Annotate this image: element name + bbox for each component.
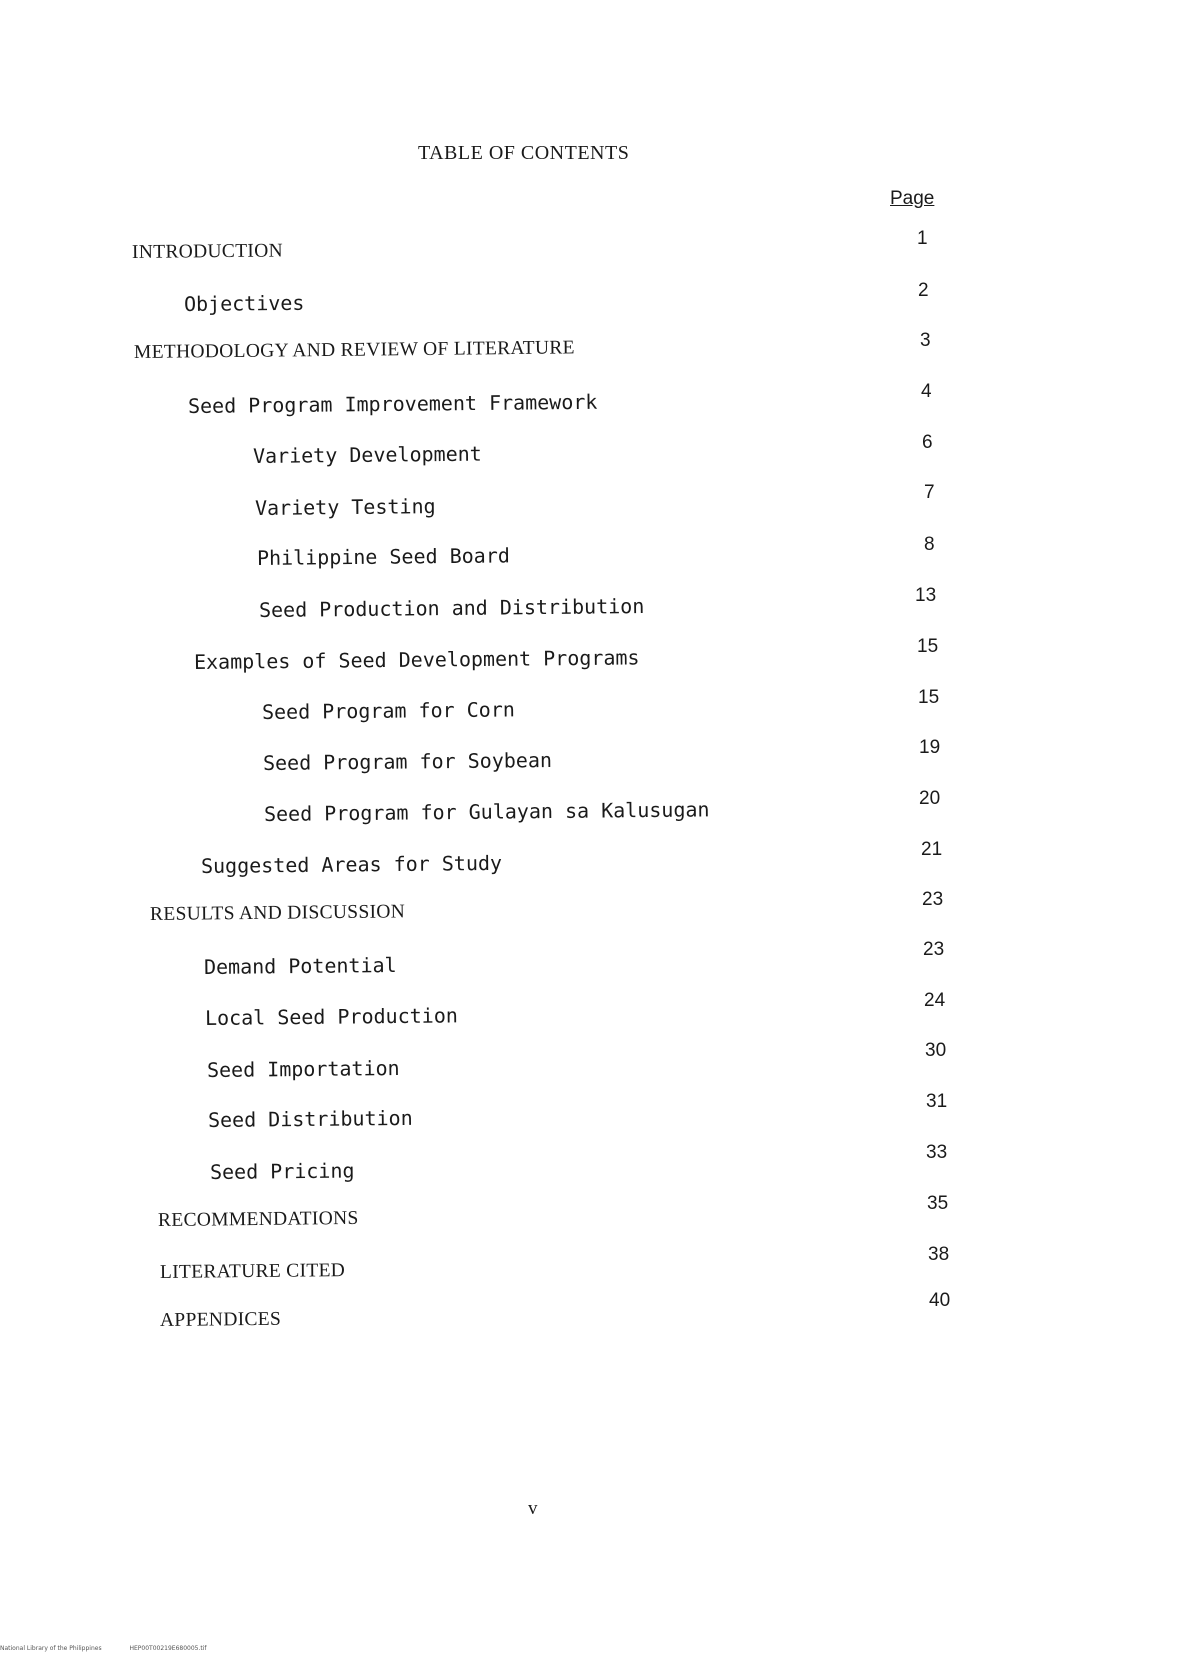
- toc-entry-label: Variety Testing: [254, 494, 436, 520]
- toc-entry-label: Examples of Seed Development Programs: [193, 645, 640, 674]
- toc-entry-label: Seed Production and Distribution: [258, 593, 645, 622]
- toc-entry-page: 21: [921, 839, 943, 860]
- toc-entry-page: 24: [924, 990, 946, 1011]
- toc-entry-page: 13: [915, 585, 937, 606]
- roman-page-number: v: [528, 1498, 538, 1519]
- toc-entry-label: Seed Program Improvement Framework: [187, 389, 598, 418]
- toc-entry-page: 38: [928, 1244, 950, 1265]
- toc-entry-label: INTRODUCTION: [131, 240, 284, 263]
- document-title: TABLE OF CONTENTS: [418, 142, 630, 164]
- toc-entry-label: Objectives: [183, 290, 305, 316]
- toc-entry-label: RESULTS AND DISCUSSION: [149, 901, 406, 925]
- toc-entry-page: 40: [929, 1290, 951, 1311]
- toc-entry-page: 8: [924, 534, 935, 555]
- toc-entry-label: Seed Pricing: [209, 1158, 355, 1184]
- toc-entry-label: Seed Importation: [206, 1055, 400, 1082]
- toc-entry-label: Philippine Seed Board: [256, 543, 510, 570]
- toc-entry-page: 31: [926, 1091, 948, 1112]
- toc-entry-page: 19: [919, 737, 941, 758]
- toc-entry-label: APPENDICES: [159, 1308, 282, 1331]
- toc-entry-page: 4: [921, 381, 932, 402]
- toc-entry-label: Seed Program for Corn: [261, 697, 515, 724]
- toc-entry-page: 33: [926, 1142, 948, 1163]
- toc-entry-label: Variety Development: [252, 441, 482, 468]
- toc-entry-page: 6: [922, 432, 933, 453]
- toc-entry-label: LITERATURE CITED: [159, 1260, 346, 1283]
- toc-entry-page: 20: [919, 788, 941, 809]
- toc-entry-page: 23: [922, 889, 944, 910]
- toc-entry-label: Seed Program for Gulayan sa Kalusugan: [263, 797, 710, 826]
- footer-file: HEP00T00219E680005.tif: [129, 1645, 207, 1652]
- toc-entry-label: Suggested Areas for Study: [200, 850, 503, 878]
- toc-entry-label: Demand Potential: [203, 952, 397, 979]
- toc-entry-label: RECOMMENDATIONS: [157, 1207, 359, 1231]
- toc-entry-page: 3: [920, 330, 931, 351]
- toc-entry-label: Seed Program for Soybean: [262, 747, 553, 775]
- toc-entry-page: 7: [924, 482, 935, 503]
- toc-entry-label: METHODOLOGY AND REVIEW OF LITERATURE: [133, 337, 575, 363]
- toc-entry-page: 2: [918, 280, 929, 301]
- page-column-header: Page: [890, 188, 935, 209]
- toc-entry-page: 30: [925, 1040, 947, 1061]
- toc-entry-page: 15: [917, 636, 939, 657]
- toc-entry-page: 1: [917, 228, 928, 249]
- footer-stamp: [0, 1645, 233, 1652]
- footer-library: National Library of the Philippines: [0, 1645, 102, 1652]
- toc-entry-page: 23: [923, 939, 945, 960]
- toc-entry-label: Seed Distribution: [207, 1105, 413, 1132]
- toc-entry-page: 35: [927, 1193, 949, 1214]
- toc-entry-page: 15: [918, 687, 940, 708]
- toc-entry-label: Local Seed Production: [204, 1003, 458, 1030]
